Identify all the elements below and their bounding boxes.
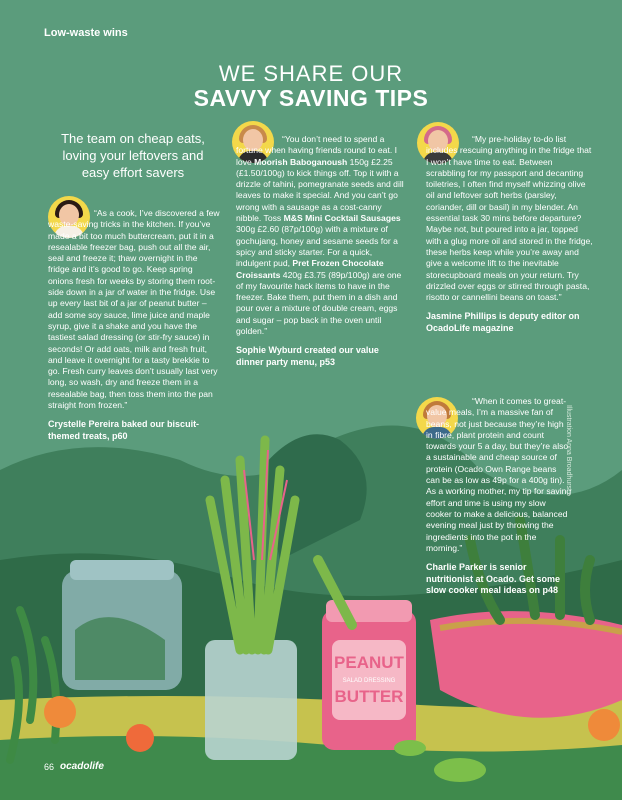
intro-text: The team on cheap eats, loving your leftovers and easy effort savers xyxy=(61,131,205,180)
section-tag: Low-waste wins xyxy=(44,27,128,39)
tip-signature: Sophie Wyburd created our value dinner party menu, p53 xyxy=(236,345,379,367)
product-name: Pret Frozen Chocolate Croissants xyxy=(236,258,384,280)
jar-label-line-3: BUTTER xyxy=(334,687,404,706)
tip-text-part: 150g £2.25 (£1.50/100g) to kick things off. Top it with a drizzle of tahini, pomegranate seeds and dill leaves to make it special. And you can’t go wrong with a sausage as a cost-canny nibble. Toss xyxy=(236,156,404,224)
headline-line-2: SAVVY SAVING TIPS xyxy=(193,85,429,111)
tip-text-part: 300g £2.60 (87p/100g) with a mixture of gochujang, honey and sesame seeds for a spicy and sticky starter. For a quick, indulgent pud, xyxy=(236,224,398,269)
tip-text-part: “You don’t need to spend a fortune when having friends round to eat. I love xyxy=(236,134,397,167)
illustration-credit: Illustration Anna Broadhurst xyxy=(565,405,572,491)
tip-signature: Jasmine Phillips is deputy editor on OcadoLife magazine xyxy=(426,311,580,333)
tip-signature: Charlie Parker is senior nutritionist at Ocado. Get some slow cooker meal ideas on p48 xyxy=(426,562,561,596)
tip-text-part: 420g £3.75 (89p/100g) are one of my favourite hack items to have in the freezer. Bake them, put them in a dish and pour over a mixture of double cream, eggs and sugar – pop back in the oven until golden.” xyxy=(236,269,402,337)
ocadolife-logo: ocadolife xyxy=(60,761,104,772)
product-name: M&S Mini Cocktail Sausages xyxy=(283,213,401,224)
tip-text: “My pre-holiday to-do list includes rescuing anything in the fridge that I won’t have time to eat. Between scrabbling for my passport and decanting toiletries, I often find myself whizzing olive oil and leftover soft herbs (parsley, coriander, dill or basil) in my blender. An essential task 30 mins before departure? Maybe not, but poured into a jar, topped with a glug more oil and stored in the fridge, these herbs keep while you’re away and give a welcome lift to the inevitable storecupboard meals on your return. Try drizzled over eggs or stirred through pasta, risotto or cannellini beans on toast.” xyxy=(426,134,593,303)
page-footer xyxy=(44,761,104,772)
jar-label-line-2: SALAD DRESSING xyxy=(342,678,396,684)
headline-line-1: WE SHARE OUR xyxy=(218,61,404,86)
page-number: 66 xyxy=(44,761,55,772)
product-name: Moorish Baboganoush xyxy=(254,156,348,167)
jar-label-line-1: PEANUT xyxy=(334,653,404,672)
tip-text: “When it comes to great-value meals, I’m a massive fan of beans, not just because they’re high in fibre, plant protein and count towards your 5 a day, but they’re also a sustainable and cheap source of protein (Ocado Own Range beans can be as low as 49p for a 400g tin). As a working mother, my tip for saving effort and time is using my slow cooker to make a delicious, balanced evening meal just by throwing the ingredients into the pot in the morning.” xyxy=(426,396,572,553)
tip-signature: Crystelle Pereira baked our biscuit-themed treats, p60 xyxy=(48,419,200,441)
tip-text: “As a cook, I’ve discovered a few waste-saving tricks in the kitchen. If you’ve made a bit too much buttercream, put it in a resealable freezer bag, push out all the air, seal and freeze it; thaw overnight in the fridge and it’s good to go. Keep spring onions fresh for weeks by storing them root-side down in a jar of water in the fridge. Use up every last bit of a jar of peanut butter – add some soy sauce, lime juice and maple syrup, give it a shake and you have the tastiest salad dressing (or stir-fry sauce) in seconds! Or add oats, milk and fresh fruit, and leave it overnight for a tasty brekkie to go. Fresh curry leaves don’t usually last very long, so wash, dry and freeze them in a resealable bag, then toss them into the pan straight from frozen.” xyxy=(48,208,220,411)
